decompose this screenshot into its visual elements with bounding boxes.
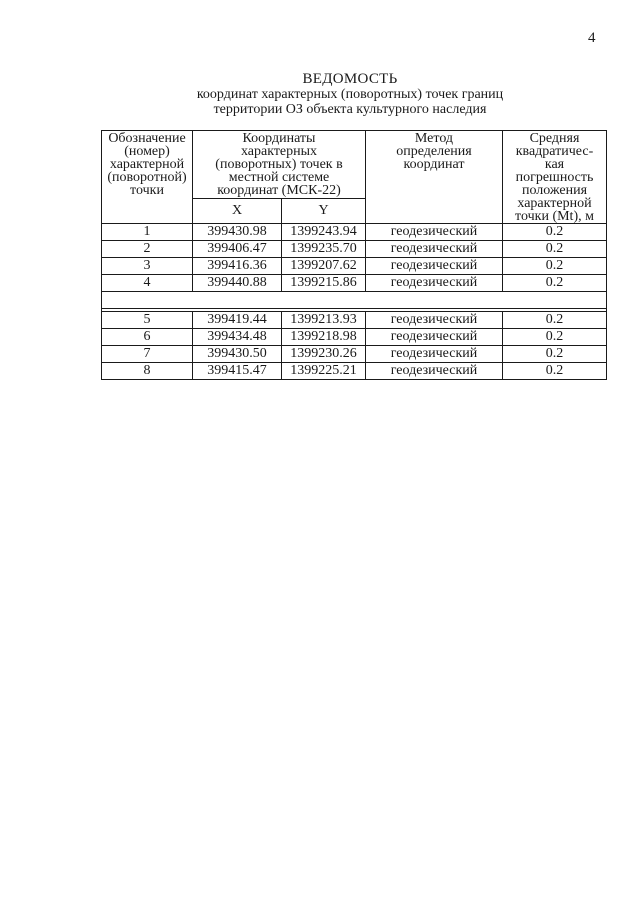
header-coordinates: Координаты характерных (поворотных) точек в местной системе координат (МСК-22) [193,131,366,199]
cell-x: 399440.88 [193,275,282,292]
cell-y: 1399225.21 [282,363,366,380]
cell-method: геодезический [366,275,503,292]
cell-x: 399406.47 [193,241,282,258]
cell-error: 0.2 [503,329,607,346]
cell-y: 1399243.94 [282,224,366,241]
cell-method: геодезический [366,312,503,329]
table-row [102,241,607,258]
cell-method: геодезический [366,363,503,380]
cell-point: 7 [102,346,193,363]
separator-cell [102,292,607,309]
table-row [102,224,607,241]
cell-y: 1399230.26 [282,346,366,363]
cell-y: 1399235.70 [282,241,366,258]
cell-point: 3 [102,258,193,275]
cell-y: 1399213.93 [282,312,366,329]
cell-method: геодезический [366,224,503,241]
document-subtitle-line-2: территории ОЗ объекта культурного наследия [213,102,487,117]
table-separator-row [102,292,607,309]
page-number: 4 [588,30,596,46]
cell-point: 8 [102,363,193,380]
cell-method: геодезический [366,258,503,275]
header-method: Метод определения координат [366,131,503,224]
cell-y: 1399215.86 [282,275,366,292]
cell-method: геодезический [366,241,503,258]
cell-error: 0.2 [503,258,607,275]
cell-error: 0.2 [503,224,607,241]
header-x: X [193,199,282,224]
header-y: Y [282,199,366,224]
cell-x: 399434.48 [193,329,282,346]
cell-error: 0.2 [503,241,607,258]
cell-y: 1399218.98 [282,329,366,346]
table-row [102,329,607,346]
cell-x: 399416.36 [193,258,282,275]
cell-x: 399430.98 [193,224,282,241]
cell-point: 1 [102,224,193,241]
cell-x: 399430.50 [193,346,282,363]
document-subtitle-line-1: координат характерных (поворотных) точек границ [196,87,504,102]
cell-point: 4 [102,275,193,292]
cell-error: 0.2 [503,275,607,292]
table-row [102,363,607,380]
document-heading [100,72,600,117]
cell-y: 1399207.62 [282,258,366,275]
cell-method: геодезический [366,346,503,363]
cell-error: 0.2 [503,312,607,329]
header-point: Обозначение (номер) характерной (поворотной) точки [102,131,193,224]
cell-point: 6 [102,329,193,346]
cell-method: геодезический [366,329,503,346]
table-row [102,346,607,363]
header-error: Средняя квадратичес- кая погрешность положения характерной точки (Mt), м [503,131,607,224]
cell-error: 0.2 [503,346,607,363]
cell-x: 399415.47 [193,363,282,380]
table-row [102,258,607,275]
cell-point: 2 [102,241,193,258]
table-row [102,312,607,329]
document-title: ВЕДОМОСТЬ [302,71,398,87]
coordinates-table [101,130,607,380]
table-row [102,275,607,292]
cell-x: 399419.44 [193,312,282,329]
cell-point: 5 [102,312,193,329]
cell-error: 0.2 [503,363,607,380]
